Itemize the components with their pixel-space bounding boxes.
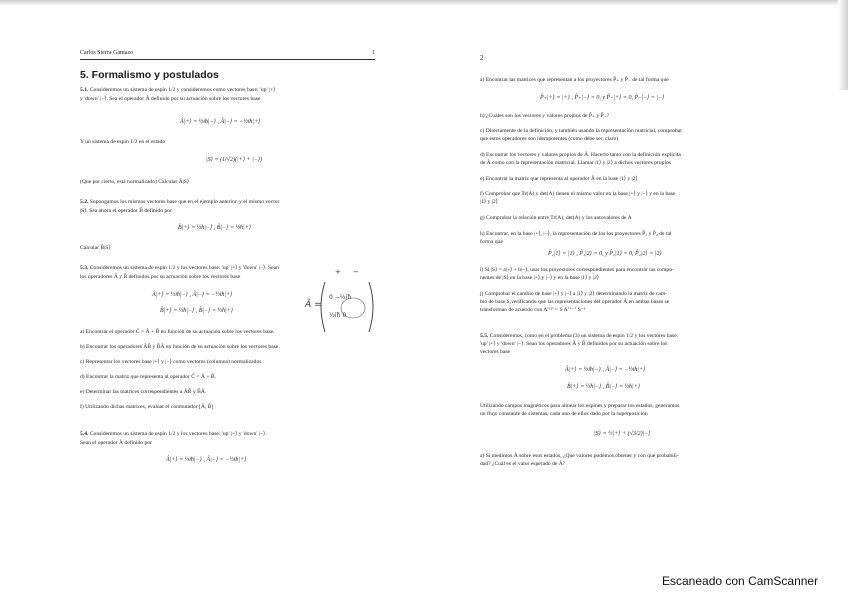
problem-number: 5.5. [480,333,489,339]
list-item: d) Encontrar la matriz que representa al operador Ĉ = Â + B̂. [80,374,217,380]
problem-text: Consideremos un sistema de espín 1/2 y consideremos como vectores base: 'up' |+⟩ [89,87,276,93]
problem-text: Consideremos un sistema de espín 1/2 y los vectores base: 'up' |+⟩ y 'down' |−⟩. [89,431,267,437]
handwritten-minus: − [353,268,359,276]
list-item: a) Encontrar el operador Ĉ = Â + B̂ en función de su actuación sobre los vectores base. [80,329,275,335]
page-header [80,50,375,60]
problem-5-1-line-1 [80,86,275,94]
problem-number: 5.3. [80,265,89,271]
list-item: c) Directamente de la definición, y también usando la representación matricial, comprobar [480,128,683,134]
list-item: |1⟩ y |2⟩ [480,199,498,205]
problem-5-1-line-2: y 'down' |−⟩. Sea el operador Â definido por su actuación sobre los vectores base [80,96,261,102]
problem-5-5-line-5: un flujo constante de sistemas, cada uno de ellos dado por la superposición [480,411,648,417]
page-number: 1 [372,50,375,56]
list-item: b) Encontrar los operadores ÂB̂ y B̂Â en función de su actuación sobre los vectores base. [80,344,280,350]
list-item: i) Si |S⟩ = a|+⟩ + b|−⟩, usar los proyectores correspondientes para encontrar las compo- [480,267,674,273]
problem-number: 5.1. [80,87,89,93]
scanner-watermark: Escaneado con CamScanner [662,574,819,588]
problem-text: Consideremos, como en el problema (3) un sistema de espín 1/2 y los vectores base: [489,333,679,339]
list-item: e) Determinar las matrices correspondientes a ÂB̂ y B̂Â. [80,389,207,395]
author-name: Carlos Sierra Gamazo [80,50,133,56]
problem-5-3-line-1 [80,264,279,272]
equation: Â|+⟩ = ½iħ|−⟩ , Â|−⟩ = −½iħ|+⟩ [565,367,646,373]
list-item: e) Encontrar la matriz que representa al operador Â en la base |1⟩ y |2⟩ [480,176,638,182]
handwritten-row-1: 0 −½iħ [329,294,352,301]
list-item: a) Si medimos Â sobre esos estados, ¿Que valores podemos obtener y con qué probabili- [480,453,679,459]
problem-5-5-line-4: Utilizando campos magnéticos para alinear los espines y preparar los estados, generamos [480,403,680,409]
equation: P̂₊|+⟩ = |+⟩ , P̂₊|−⟩ = 0, y P̂₋|+⟩ = 0, P̂₋|−⟩ = |−⟩ [540,95,665,101]
problem-5-4-line-1 [80,430,267,438]
page-number: 2 [480,54,484,62]
list-item: h) Encontrar, en la base |+⟩, |−⟩, la representación de los los proyectores P̂₁ y P̂₂ de tal [480,231,672,237]
problem-5-5-line-2: 'up' |+⟩ y 'down' |−⟩. Sean los operadores Â y B̂ definidos por su actuación sobre los [480,341,668,347]
problem-5-5-line-3: vectores base [480,349,510,355]
problem-5-3-line-2: los operadores Â y B̂ definidos por su actuación sobre los vectores base [80,274,241,280]
list-item: a) Encontrar las matrices que representan a los proyectores P̂₊ y P̂₋ de tal forma que [480,77,669,83]
list-item: f) Utilizando dichas matrices, evaluar el conmutador [Â, B̂] [80,404,214,410]
equation: Â|+⟩ = ½iħ|−⟩ , Â|−⟩ = −½iħ|+⟩ [180,119,261,125]
list-item: g) Comprobar la relación entre Tr(A), det(A) y los autovalores de A [480,215,632,221]
list-item: de Â como con la representación matricial. Llamar |1⟩ y |2⟩ a dichos vectores propios [480,160,671,166]
problem-5-1-line-3: Y un sistema de espín 1/2 en el estado [80,139,166,145]
handwritten-matrix-annotation [305,268,387,342]
list-item: bio de base S,verificando que las representaciones del operador Â en ambas bases se [480,299,670,305]
problem-5-2-line-3: Calcular B̂|S⟩ [80,245,111,251]
list-item: b) ¿Cuáles son los vectores y valores propios de P̂₊ y P̂₋? [480,113,610,119]
problem-5-2-line-2: |S⟩. Sea ahora el operador B̂ definido por [80,208,172,214]
list-item: c) Representar los vectores base |+⟩ y |−⟩ como vectores (columna) normalizados [80,359,262,365]
handwritten-operator: Â = [305,300,322,310]
problem-5-5-line-1 [480,332,678,340]
equation: |S⟩ = (1/√2)(|+⟩ + |−⟩) [206,157,263,163]
list-item: que estos operadores son idempotentes (como debe ser, claro) [480,136,619,142]
equation: P̂₁|1⟩ = |1⟩ , P̂₁|2⟩ = 0, y P̂₂|1⟩ = 0, P̂₂|2⟩ = |2⟩ [548,251,662,257]
problem-5-4-line-2: Sean el operador Â definido por [80,440,152,446]
handwritten-row-2: ½iħ 0 [329,312,347,319]
equation: |S⟩ = ½|+⟩ + (√3/2)|−⟩ [594,431,651,437]
problem-5-1-line-4: (Que por cierto, está normalizado) Calcular Â|S⟩ [80,179,190,185]
left-page [0,0,420,599]
list-item: f) Comprobar que Tr(A) y det(A) tienen el mismo valor en la base |+⟩ y |−⟩ y en la base [480,191,676,197]
section-title: 5. Formalismo y postulados [80,69,219,81]
problem-5-2-line-1 [80,198,279,206]
problem-text: Consideremos un sistema de espín 1/2 y los vectores base: 'up' |+⟩ y 'down' |−⟩. Sean [89,265,279,271]
equation: Â|+⟩ = ½iħ|−⟩ , Â|−⟩ = −½iħ|+⟩ [166,457,247,463]
equation: B̂|+⟩ = ½ħ|−⟩ , B̂|−⟩ = ½ħ|+⟩ [160,308,234,314]
handwritten-plus: + [335,268,341,276]
problem-number: 5.2. [80,199,89,205]
equation: B̂|+⟩ = ½ħ|−⟩ , B̂|−⟩ = ½ħ|+⟩ [567,384,641,390]
right-page [430,0,848,599]
list-item: dad? ¿Cuál es el valor esperado de Â? [480,461,566,467]
list-item: j) Comprobar el cambio de base |+⟩ y |−⟩ a |1⟩ y |2⟩ determinando la matriz de cam- [480,291,668,297]
equation: B̂|+⟩ = ½ħ|−⟩ , B̂|−⟩ = ½ħ|+⟩ [178,225,252,231]
list-item: forma que [480,239,503,245]
equation: Â|+⟩ = ½iħ|−⟩ , Â|−⟩ = −½iħ|+⟩ [152,292,233,298]
problem-number: 5.4. [80,431,89,437]
list-item: transforman de acuerdo con A⁽¹²⁾ = S A⁽⁺⁻⁾ S⁻¹ [480,307,586,313]
list-item: nentes de |S⟩ en la base |+⟩ y |−⟩ y en la base |1⟩ y |2⟩ [480,275,599,281]
problem-text: Supongamos los mismos vectores base que en el ejemplo anterior, y el mismo vector [89,199,280,205]
list-item: d) Encontrar los vectores y valores propios de Â. Hacerlo tanto con la definición explícita [480,152,681,158]
